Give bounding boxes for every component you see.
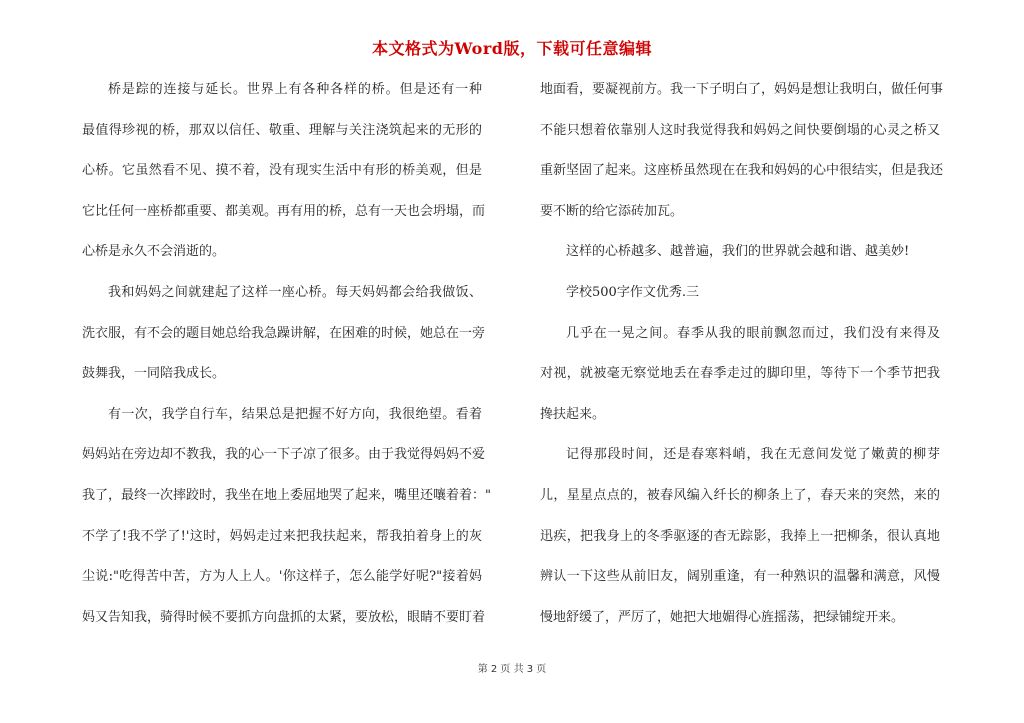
text-line: 心桥。它虽然看不见、摸不着，没有现实生活中有形的桥美观，但是: [82, 163, 482, 179]
text-line: 地面看，要凝视前方。我一下子明白了，妈妈是想让我明白，做任何事: [540, 82, 944, 97]
text-line: 洗衣服，有不会的题目她总给我急躁讲解，在困难的时候，她总在一旁: [82, 325, 486, 341]
text-line: 它比任何一座桥都重要、都美观。再有用的桥，总有一天也会坍塌，而: [82, 203, 486, 219]
text-line: 对视，就被毫无察觉地丢在春季走过的脚印里，等待下一个季节把我: [540, 366, 940, 382]
text-line: 心桥是永久不会消逝的。: [82, 244, 226, 260]
text-line: 妈又告知我，骑得时候不要抓方向盘抓的太紧，要放松，眼睛不要盯着: [82, 609, 486, 625]
text-line: 有一次，我学自行车，结果总是把握不好方向，我很绝望。看着: [108, 406, 482, 422]
text-line: 学校500字作文优秀.三: [566, 284, 699, 300]
text-line: 迅疾，把我身上的冬季驱逐的杳无踪影，我捧上一把柳条，很认真地: [540, 528, 940, 544]
text-line: 搀扶起来。: [540, 406, 606, 422]
page-number-footer: 第 2 页 共 3 页: [477, 664, 547, 675]
left-text-column: [82, 80, 491, 648]
text-line: 最值得珍视的桥，那双以信任、敬重、理解与关注浇筑起来的无形的: [82, 122, 482, 138]
right-text-column: [540, 80, 944, 648]
text-line: 慢地舒缓了，严厉了，她把大地媚得心旌摇荡，把绿铺绽开来。: [540, 609, 905, 625]
text-line: 桥是踪的连接与延长。世界上有各种各样的桥。但是还有一种: [108, 82, 482, 97]
text-line: 记得那段时间，还是春寒料峭，我在无意间发觉了嫩黄的柳芽: [566, 447, 940, 463]
document-header-title: 本文格式为Word版，下载可任意编辑: [372, 39, 652, 58]
text-line: 妈妈站在旁边却不教我，我的心一下子凉了很多。由于我觉得妈妈不爱: [82, 447, 486, 463]
text-line: 不学了!我不学了!'这时，妈妈走过来把我扶起来，帮我拍着身上的灰: [82, 528, 482, 544]
text-line: 辨认一下这些从前旧友，阔别重逢，有一种熟识的温馨和满意，风慢: [540, 569, 940, 585]
text-line: 儿，星星点点的，被春风编入纤长的柳条上了，春天来的突然，来的: [540, 487, 940, 503]
text-line: 要不断的给它添砖加瓦。: [540, 203, 684, 219]
text-line: 几乎在一晃之间。春季从我的眼前飘忽而过，我们没有来得及: [566, 325, 940, 341]
text-line: 我和妈妈之间就建起了这样一座心桥。每天妈妈都会给我做饭、: [108, 284, 482, 300]
text-line: 我了，最终一次摔跤时，我坐在地上委屈地哭了起来，嘴里还嚷着着：": [82, 487, 491, 503]
text-line: 尘说:"吃得苦中苦，方为人上人。'你这样子，怎么能学好呢?"接着妈: [82, 569, 482, 585]
text-line: 重新坚固了起来。这座桥虽然现在在我和妈妈的心中很结实，但是我还: [540, 163, 944, 179]
text-line: 这样的心桥越多、越普遍，我们的世界就会越和谐、越美妙!: [566, 244, 910, 260]
text-line: 不能只想着依靠别人这时我觉得我和妈妈之间快要倒塌的心灵之桥又: [540, 122, 940, 138]
text-line: 鼓舞我，一同陪我成长。: [82, 366, 226, 382]
